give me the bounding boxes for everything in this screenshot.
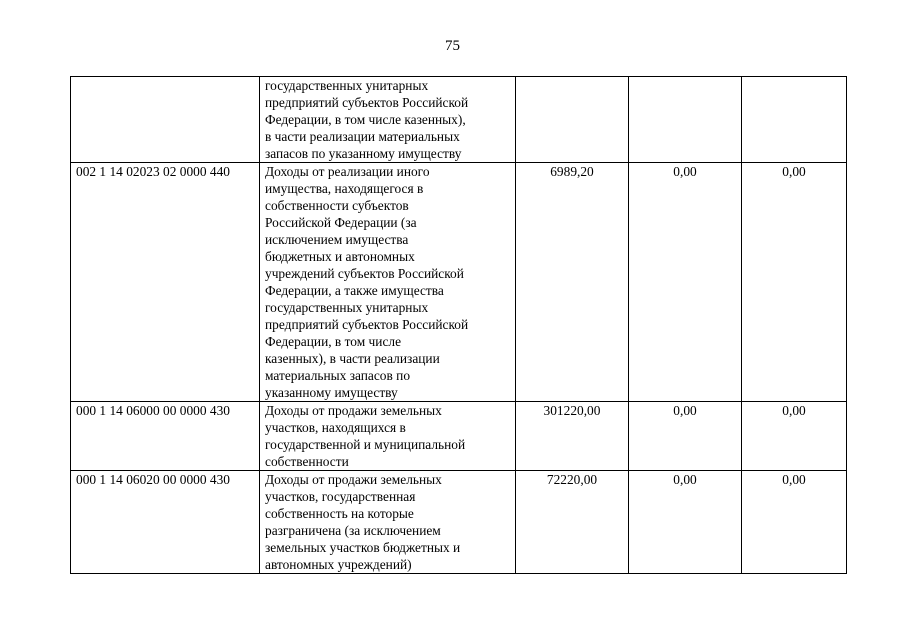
amount-cell (516, 402, 629, 471)
classification-code-cell (71, 77, 260, 163)
revenue-name-cell: Доходы от продажи земельных участков, находящихся в государственной и муниципальной собственности (260, 402, 516, 471)
amount-value: 301220,00 (543, 403, 601, 418)
amount-cell (516, 77, 629, 163)
amount-value: 0,00 (782, 403, 806, 418)
revenue-name-cell: Доходы от реализации иного имущества, находящегося в собственности субъектов Российской Федерации (за исключением имущества бюджетных и автономных учреждений субъектов Российской Федерации, а также имущества государственных унитарных предприятий субъектов Российской Федерации, в том числе казенных), в части реализации материальных запасов по указанному имуществу (260, 163, 516, 402)
amount-cell (629, 471, 742, 574)
amount-value: 6989,20 (550, 164, 594, 179)
amount-cell (516, 163, 629, 402)
table-row (71, 471, 847, 574)
amount-value: 0,00 (673, 472, 697, 487)
budget-table (70, 76, 847, 574)
amount-cell (629, 77, 742, 163)
classification-code-cell: 000 1 14 06020 00 0000 430 (71, 471, 260, 574)
amount-cell (742, 471, 847, 574)
amount-value: 0,00 (673, 403, 697, 418)
amount-value: 0,00 (782, 472, 806, 487)
amount-cell (742, 163, 847, 402)
revenue-name-cell: Доходы от продажи земельных участков, государственная собственность на которые разграничена (за исключением земельных участков бюджетных и автономных учреждений) (260, 471, 516, 574)
page-number: 75 (445, 38, 460, 54)
table-row (71, 77, 847, 163)
amount-cell (629, 163, 742, 402)
amount-cell (629, 402, 742, 471)
amount-value: 0,00 (673, 164, 697, 179)
table-row (71, 163, 847, 402)
amount-value: 0,00 (782, 164, 806, 179)
classification-code-cell: 002 1 14 02023 02 0000 440 (71, 163, 260, 402)
table-row (71, 402, 847, 471)
amount-cell (742, 77, 847, 163)
classification-code-cell: 000 1 14 06000 00 0000 430 (71, 402, 260, 471)
amount-cell (516, 471, 629, 574)
revenue-name-cell: государственных унитарных предприятий субъектов Российской Федерации, в том числе казенных), в части реализации материальных запасов по указанному имуществу (260, 77, 516, 163)
amount-cell (742, 402, 847, 471)
amount-value: 72220,00 (546, 472, 598, 487)
